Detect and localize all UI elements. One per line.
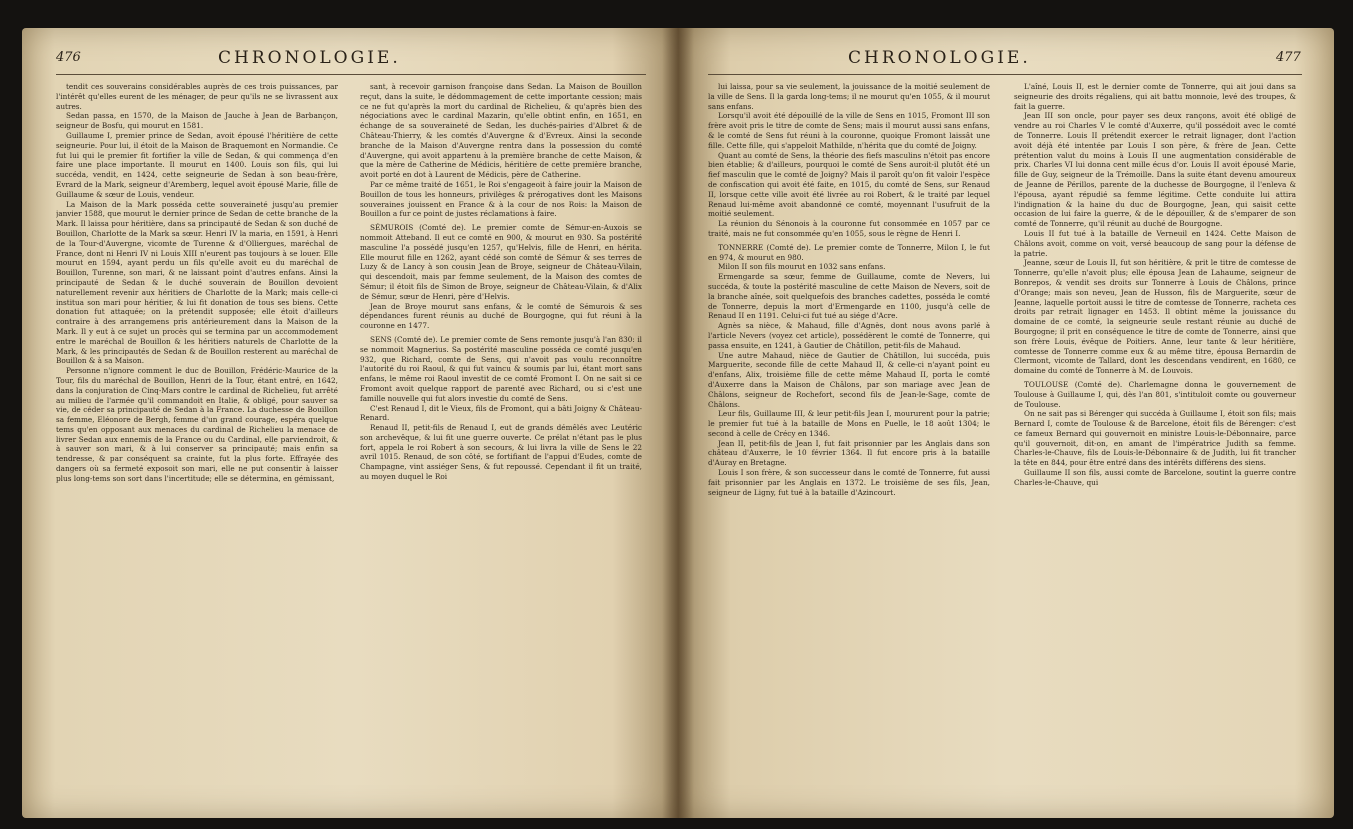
paragraph: Agnès sa nièce, & Mahaud, fille d'Agnès, dont nous avons parlé à l'article Nevers (voyez cet article), possédèrent le comté de Tonnerre, qui passa ensuite, en 1241, à Gautier de Châtillon, petit-fils de Mahaud. [708,321,990,350]
left-page [22,28,678,818]
paragraph: Guillaume I, premier prince de Sedan, avoit épousé l'héritière de cette seigneurie. Pour lui, il étoit de la Maison de Braquemont en Normandie. Ce fut lui qui le premier fit fortifier la ville de Sedan, & qui commença d'en faire une place importante. Il mourut en 1400. Louis son fils, qui lui succéda, vendit, en 1424, cette seigneurie de Sedan à son beau-frère, Evrard de la Mark, seigneur d'Aremberg, lequel avoit épousé Marie, fille de Guillaume & sœur de Louis, vendeur. [56,130,338,199]
paragraph: tendit ces souverains considérables auprès de ces trois puissances, par l'intérêt qu'elles eurent de les ménager, de peur qu'ils ne se livrassent aux autres. [56,82,338,111]
book-gutter [662,28,694,818]
paragraph: La réunion du Sénonois à la couronne fut consommée en 1057 par ce traité, mais ne fut consommée qu'en 1055, sous le règne de Henri I. [708,219,990,238]
paragraph: Guillaume II son fils, aussi comte de Barcelone, soutint la guerre contre Charles-le-Chauve, qui [1014,468,1296,487]
paragraph: Jean de Broye mourut sans enfans, & le comté de Sémurois & ses dépendances furent réunis au duché de Bourgogne, qui fut réuni à la couronne en 1477. [360,301,642,331]
paragraph: Personne n'ignore comment le duc de Bouillon, Frédéric-Maurice de la Tour, fils du maréchal de Bouillon, Henri de la Tour, étant entré, en 1642, dans la conjuration de Cinq-Mars contre le cardinal de Richelieu, fut arrêté au milieu de l'armée qu'il commandoit en Italie, & obligé, pour sauver sa vie, de céder sa principauté de Sedan à la France. La duchesse de Bouillon sa femme, Eléonore de Bergh, femme d'un grand courage, espéra quelque tems qu'en opposant aux menaces du cardinal de Richelieu la menace de livrer Sedan aux ennemis de la France ou du Cardinal, elle parviendroit, & à sauver son mari, & à lui conserver sa principauté; mais enfin sa tendresse, & par conséquent sa crainte, fut la plus forte. Effrayée des dangers où sa fermeté exposoit son mari, elle ne put consentir à laisser plus long-tems son sort dans l'incertitude; elle se détermina, en gémissant, [56,366,338,483]
page-number: 477 [1276,50,1301,65]
header-rule [56,74,646,75]
paragraph: Sedan passa, en 1570, de la Maison de Jauche à Jean de Barbançon, seigneur de Bosfu, qui mourut en 1581. [56,111,338,131]
paragraph: sant, à recevoir garnison françoise dans Sedan. La Maison de Bouillon reçut, dans la suite, le dédommagement de cette importante cession; mais ce ne fut qu'après la mort du cardinal de Richelieu, & qu'après bien des négociations avec le cardinal Mazarin, qu'elle obtint enfin, en 1651, en échange de sa souveraineté de Sedan, les duchés-pairies d'Albret & de Château-Thierry, & les comtés d'Auvergne & d'Evreux. Ainsi la seconde branche de la Maison d'Auvergne rentra dans la possession du comté d'Auvergne, qui avoit appartenu à la première branche de cette Maison, & que la mère de Catherine de Médicis, héritière de cette première branche, avoit porté en dot à Laurent de Médicis, père de Catherine. [360,82,642,180]
paragraph: Jeanne, sœur de Louis II, fut son héritière, & prit le titre de comtesse de Tonnerre, qu'elle n'avoit plus; elle épousa Jean de Lahaume, seigneur de Bonrepos, & vendit ses droits sur Tonnerre à Louis de Châlons, prince d'Orange; mais son neveu, Jean de Husson, fils de Marguerite, sœur de Jeanne, laquelle portoit aussi le titre de comtesse de Tonnerre, racheta ces droits par retrait lignager en 1453. Il obtint même la jouissance du domaine de ce comté, la seigneurie seule restant réunie au duché de Bourgogne; il prit en conséquence le titre de comte de Tonnerre, ainsi que son frère Louis, évêque de Poitiers. Anne, leur tante & leur héritière, comtesse de Tonnerre comme eux & au même titre, épousa Bernardin de Clermont, vicomte de Tallard, dont les descendans vendirent, en 1680, ce domaine du comté de Tonnerre à M. de Louvois. [1014,258,1296,376]
text-column-left [708,82,990,802]
paragraph: Leur fils, Guillaume III, & leur petit-fils Jean I, moururent pour la patrie; le premier fut tué à la bataille de Mons en Puelle, le 18 août 1304; le second à celle de Crécy en 1346. [708,409,990,438]
paragraph: TOULOUSE (Comté de). Charlemagne donna le gouvernement de Toulouse à Guillaume I, qui, dès l'an 801, s'intituloit comte ou gouverneur de Toulouse. [1014,379,1296,409]
paragraph: Une autre Mahaud, nièce de Gautier de Châtillon, lui succéda, puis Marguerite, seconde fille de cette Mahaud II, & celle-ci n'ayant point eu d'enfans, Alix, troisième fille de cette même Mahaud II, porta le comté d'Auxerre dans la Maison de Châlons, par son mariage avec Jean de Châlons, seigneur de Rochefort, second fils de Jean-le-Sage, comte de Châlons. [708,350,990,409]
page-number: 476 [56,50,81,65]
text-column-left [56,82,338,802]
right-page [678,28,1334,818]
paragraph: Milon II son fils mourut en 1032 sans enfans. [718,262,886,272]
paragraph: SÉMUROIS (Comté de). Le premier comte de Sémur-en-Auxois se nommoit Atteband. Il eut ce comté en 900, & mourut en 930. Sa postérité masculine l'a possédé jusqu'en 1257, qu'Helvis, fille de Henri, en hérita. Elle mourut fille en 1262, ayant cédé son comté de Sémur & ses terres de Luzy & de Lancy à son cousin Jean de Broye, seigneur de Château-Vilain, qui descendoit, mais par femme seulement, de la Maison des comtes de Sémur; il étoit fils de Simon de Broye, seigneur de Château-Vilain, & d'Alix de Sémur, sœur de Henri, père d'Helvis. [360,223,642,301]
paragraph: C'est Renaud I, dit le Vieux, fils de Fromont, qui a bâti Joigny & Château-Renard. [360,403,642,423]
paragraph: L'aîné, Louis II, est le dernier comte de Tonnerre, qui ait joui dans sa seigneurie des droits régaliens, qui ait battu monnoie, levé des troupes, & fait la guerre. [1014,82,1296,111]
header-rule [708,74,1302,75]
open-book [22,28,1334,818]
paragraph: Par ce même traité de 1651, le Roi s'engageoit à faire jouir la Maison de Bouillon de tous les honneurs, privilèges & prérogatives dont les Maisons souveraines jouissent en France & à la cour de nos Rois: la Maison de Bouillon a fur ce point de justes réclamations à faire. [360,179,642,219]
paragraph: Jean II, petit-fils de Jean I, fut fait prisonnier par les Anglais dans son château d'Auxerre, le 10 février 1364. Il fut encore pris à la bataille d'Auray en Bretagne. [708,438,990,468]
paragraph: Quant au comté de Sens, la théorie des fiefs masculins n'étoit pas encore bien établie; & d'ailleurs, pourquoi le comté de Sens auroit-il plutôt été un fief masculin que le comté de Joigny? Mais il paroît qu'on fit valoir l'espèce de confiscation qui avoit été faite, en 1015, du comté de Sens, sur Renaud II, lorsque cette ville avoit été livrée au roi Robert, & le traité par lequel Renaud lui-même avoit abandonné ce comté, moyennant l'usufruit de la moitié seulement. [708,150,990,219]
paragraph: Renaud II, petit-fils de Renaud I, eut de grands démêlés avec Leutéric son archevêque, & lui fit une guerre ouverte. Ce prélat n'étant pas le plus fort, appela le roi Robert à son secours, & lui livra la ville de Sens le 22 avril 1015. Renaud, de son côté, se fortifiant de l'appui d'Eudes, comte de Champagne, vint assiéger Sens, & fut repoussé. Cependant il fit un traité, au moyen duquel le Roi [360,423,642,482]
paragraph: TONNERRE (Comté de). Le premier comte de Tonnerre, Milon I, le fut en 974, & mourut en 980. [708,242,990,262]
paragraph: Louis I son frère, & son successeur dans le comté de Tonnerre, fut aussi fait prisonnier par les Anglais en 1372. Le troisième de ses fils, Jean, seigneur de Ligny, fut tué à la bataille d'Azincourt. [708,468,990,497]
running-head: CHRONOLOGIE. [218,48,401,68]
paragraph: Louis II fut tué à la bataille de Verneuil en 1424. Cette Maison de Châlons avoit, comme on voit, versé beaucoup de sang pour la défense de la patrie. [1014,228,1296,258]
paragraph: SENS (Comté de). Le premier comte de Sens remonte jusqu'à l'an 830: il se nommoit Magnerius. Sa postérité masculine posséda ce comté jusqu'en 932, que Richard, comte de Sens, qui n'avoit pas voulu reconnoître l'autorité du roi Raoul, & qui fut vaincu & soumis par lui, étant mort sans enfans, le même roi Raoul investit de ce comté Fromont I. On ne sait si ce Fromont avoit quelque rapport de parenté avec Richard, ou si c'est une famille nouvelle qui fut alors investie du comté de Sens. [360,334,642,403]
text-column-right [1014,82,1296,802]
paragraph: Ermengarde sa sœur, femme de Guillaume, comte de Nevers, lui succéda, & toute la postérité masculine de cette Maison de Nevers, soit de la branche aînée, soit quelquefois des branches cadettes, posséda le comté de Tonnerre, depuis la mort d'Ermengarde en 1100, jusqu'à celle de Renaud II en 1191. Celui-ci fut tué au siége d'Acre. [708,272,990,321]
paragraph: lui laissa, pour sa vie seulement, la jouissance de la moitié seulement de la ville de Sens. Il la garda long-tems; il ne mourut qu'en 1055, & il mourut sans enfans. [708,82,990,111]
paragraph: Jean III son oncle, pour payer ses deux rançons, avoit été obligé de vendre au roi Charles V le comté d'Auxerre, qu'il possédoit avec le comté de Tonnerre. Louis II prétendit exercer le retrait lignager, dont l'action avoit déjà été intentée par Louis I son père, & frère de Jean. Cette prétention valut du moins à Louis II une augmentation considérable de prix. Charles VI lui donna cent mille écus d'or. Louis II avoit épousé Marie, fille de Guy, seigneur de la Trémoille. Dans la suite étant devenu amoureux de Jeanne de Périllos, parente de la duchesse de Bourgogne, il l'enleva & l'épousa, ayant répudié sa femme légitime. Cette conduite lui attira l'indignation & la haine du duc de Bourgogne, Jean, qui saisit cette occasion de lui faire la guerre, & de le dépouiller, & de s'emparer de son comté de Tonnerre, qu'il réunit au duché de Bourgogne. [1014,111,1296,229]
running-head: CHRONOLOGIE. [848,48,1031,68]
paragraph: La Maison de la Mark posséda cette souveraineté jusqu'au premier janvier 1588, que mourut le dernier prince de Sedan de cette branche de la Mark. Il laissa pour héritière, dans sa principauté de Sedan & son duché de Bouillon, Charlotte de la Mark sa sœur. Henri IV la maria, en 1591, à Henri de la Tour-d'Auvergne, vicomte de Turenne & d'Olliergues, maréchal de France, dont ni Henri IV ni Louis XIII n'eurent pas toujours à se louer. Elle mourut en 1594, ayant perdu un fils qu'elle avoit eu du maréchal de Bouillon, Turenne, son mari, & ne laissant point d'autres enfans. Ainsi la principauté de Sedan & le duché souverain de Bouillon devoient naturellement revenir aux héritiers de Charlotte de la Mark; mais celle-ci institua son mari pour héritier, & lui fit donation de tous ses biens. Cette donation fut attaquée; on la prétendit supposée; elle étoit d'ailleurs contraire à des arrangemens pris antérieurement dans la Maison de la Mark. Il y eut à ce sujet un procès qui se termina par un accommodement entre le maréchal de Bouillon & les héritiers naturels de Charlotte de la Mark, & les principautés de Sedan & de Bouillon resterent au maréchal de Bouillon & à sa Maison. [56,199,338,366]
paragraph: On ne sait pas si Bérenger qui succéda à Guillaume I, étoit son fils; mais Bernard I, comte de Toulouse & de Barcelone, étoit fils de Bérenger: c'est ce fameux Bernard qui gouvernoit en ministre Louis-le-Débonnaire, parce qu'il gouvernoit, dit-on, en amant de l'impératrice Judith sa femme. Charles-le-Chauve, fils de Louis-le-Débonnaire & de Judith, lui fit trancher la tête en 844, pour être entré dans des intérêts différens des siens. [1014,409,1296,468]
text-column-right [360,82,642,802]
paragraph: Lorsqu'il avoit été dépouillé de la ville de Sens en 1015, Fromont III son frère avoit pris le titre de comte de Sens; mais il mourut aussi sans enfans, & le comté de Sens fut réuni à la couronne, quoique Fromont laissât une fille. Cette fille, qui s'appeloit Mathilde, n'hérita que du comté de Joigny. [708,111,990,150]
